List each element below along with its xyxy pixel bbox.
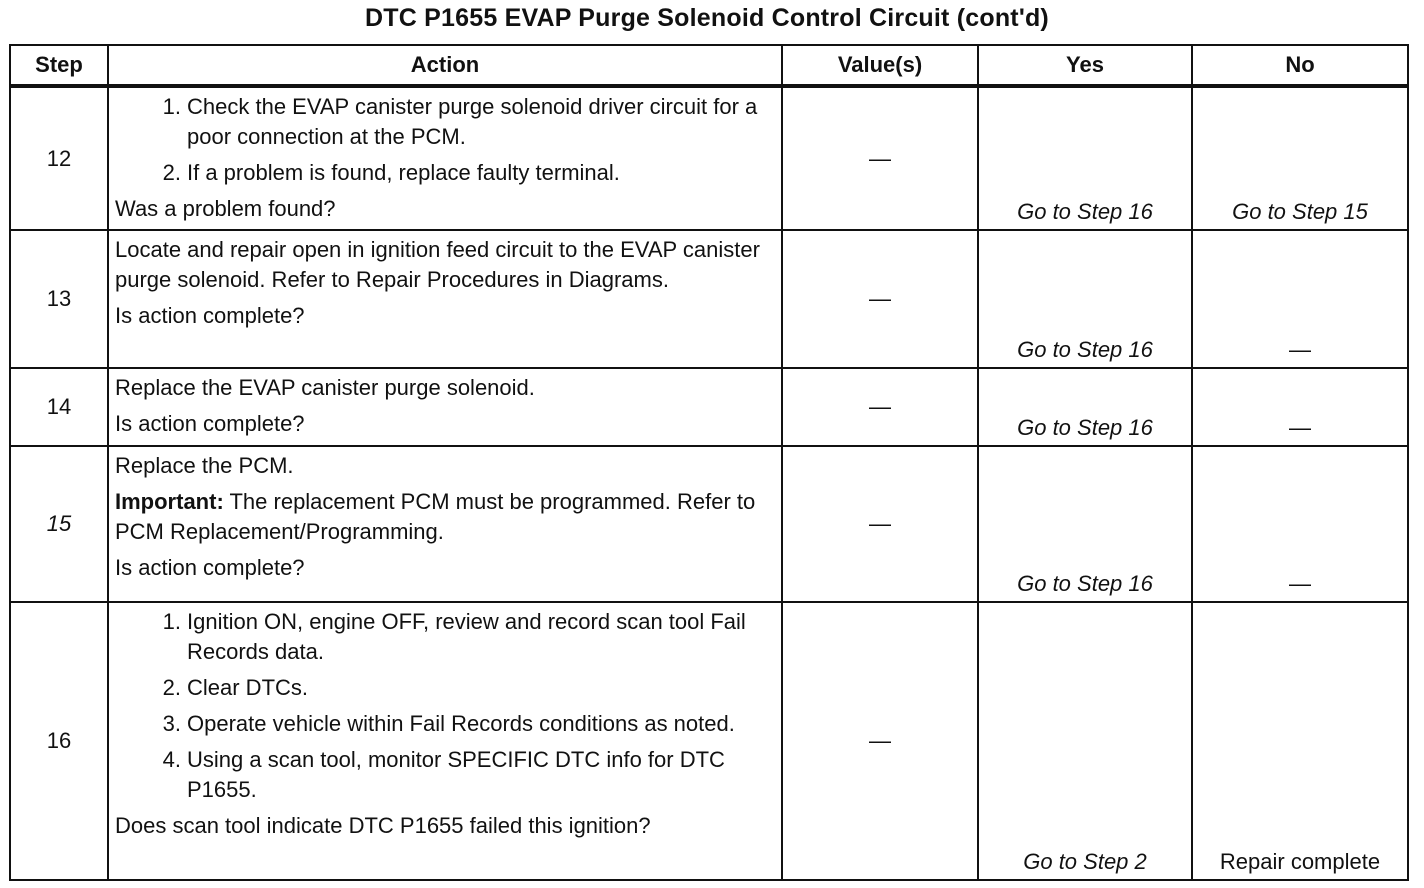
item-text: Using a scan tool, monitor SPECIFIC DTC info for DTC P1655. (187, 747, 725, 802)
value-cell: — (782, 86, 978, 230)
page-title: DTC P1655 EVAP Purge Solenoid Control Circuit (cont'd) (365, 4, 1049, 32)
no-result: — (1289, 337, 1311, 362)
no-result: Repair complete (1219, 849, 1381, 874)
step-number: 15 (10, 446, 108, 602)
value-cell: — (782, 230, 978, 368)
no-cell (1192, 446, 1408, 602)
action-question: Is action complete? (115, 303, 305, 328)
column-header-yes: Yes (978, 45, 1192, 86)
column-header-action: Action (108, 45, 782, 86)
list-item (115, 709, 775, 739)
item-number: 4. (162, 747, 181, 772)
item-text: If a problem is found, replace faulty terminal. (187, 160, 620, 185)
yes-result: Go to Step 16 (1017, 337, 1153, 362)
action-cell (108, 230, 782, 368)
important-note (115, 487, 775, 547)
diagnostic-table (9, 44, 1409, 881)
action-cell (108, 86, 782, 230)
action-question: Does scan tool indicate DTC P1655 failed this ignition? (115, 813, 651, 838)
yes-cell (978, 446, 1192, 602)
table-row (10, 86, 1408, 230)
action-cell (108, 368, 782, 446)
action-cell (108, 446, 782, 602)
table-row (10, 368, 1408, 446)
no-cell (1192, 230, 1408, 368)
value-cell: — (782, 602, 978, 880)
step-number: 13 (10, 230, 108, 368)
table-row (10, 602, 1408, 880)
important-label: Important: (115, 489, 224, 514)
list-item (115, 92, 775, 152)
action-text: Locate and repair open in ignition feed circuit to the EVAP canister purge solenoid. Refer to Repair Procedures in Diagrams. (115, 237, 760, 292)
yes-result: Go to Step 2 (1023, 849, 1147, 874)
no-cell (1192, 86, 1408, 230)
item-number: 2. (162, 675, 181, 700)
column-header-step: Step (10, 45, 108, 86)
list-item (115, 745, 775, 805)
important-text: The replacement PCM must be programmed. Refer to PCM Replacement/Programming. (115, 489, 756, 544)
no-cell (1192, 602, 1408, 880)
list-item (115, 673, 775, 703)
action-question: Is action complete? (115, 555, 305, 580)
action-question: Was a problem found? (115, 196, 336, 221)
no-result: Go to Step 15 (1232, 199, 1368, 224)
action-question: Is action complete? (115, 411, 305, 436)
list-item (115, 158, 775, 188)
step-number: 14 (10, 368, 108, 446)
item-text: Clear DTCs. (187, 675, 309, 700)
yes-cell (978, 368, 1192, 446)
column-header-no: No (1192, 45, 1408, 86)
step-number: 12 (10, 86, 108, 230)
table-header-row (10, 45, 1408, 86)
item-text: Operate vehicle within Fail Records conditions as noted. (187, 711, 735, 736)
yes-result: Go to Step 16 (1017, 415, 1153, 440)
item-number: 2. (162, 160, 181, 185)
item-text: Check the EVAP canister purge solenoid driver circuit for a poor connection at the PCM. (187, 94, 758, 149)
list-item (115, 607, 775, 667)
table-row (10, 230, 1408, 368)
item-number: 3. (162, 711, 181, 736)
action-list (115, 607, 775, 805)
yes-cell (978, 230, 1192, 368)
action-text: Replace the EVAP canister purge solenoid. (115, 375, 535, 400)
no-result: — (1289, 571, 1311, 596)
value-cell: — (782, 446, 978, 602)
column-header-values: Value(s) (782, 45, 978, 86)
action-cell (108, 602, 782, 880)
no-cell (1192, 368, 1408, 446)
table-row (10, 446, 1408, 602)
no-result: — (1289, 415, 1311, 440)
item-text: Ignition ON, engine OFF, review and record scan tool Fail Records data. (187, 609, 746, 664)
step-number: 16 (10, 602, 108, 880)
action-text: Replace the PCM. (115, 453, 294, 478)
yes-result: Go to Step 16 (1017, 571, 1153, 596)
item-number: 1. (162, 94, 181, 119)
action-list (115, 92, 775, 188)
item-number: 1. (162, 609, 181, 634)
yes-cell (978, 602, 1192, 880)
value-cell: — (782, 368, 978, 446)
yes-result: Go to Step 16 (1017, 199, 1153, 224)
yes-cell (978, 86, 1192, 230)
